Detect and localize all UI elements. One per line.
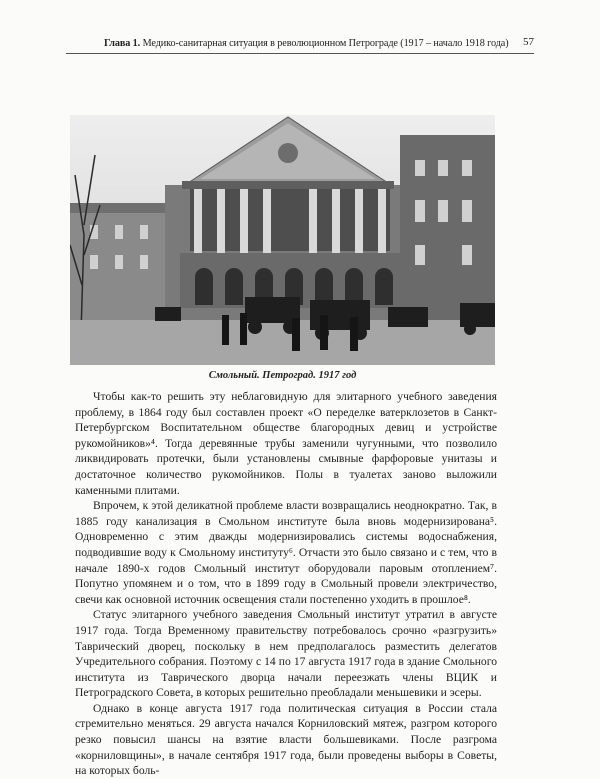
chapter-label: Глава 1.: [104, 38, 141, 49]
page-number: 57: [523, 36, 534, 48]
running-header: [66, 38, 534, 54]
chapter-title: Медико-санитарная ситуация в революционном Петрограде (1917 – начало 1918 года): [142, 38, 509, 49]
smolny-building-photo: [70, 115, 495, 365]
building-illustration: [70, 115, 495, 365]
header-title: [104, 38, 509, 49]
paragraph: Однако в конце августа 1917 года политическая ситуация в России стала стремительно меняться. 29 августа начался Корниловский мятеж, разгром которого резко повысил шансы на взятие власти большевиками. После разгрома «корниловщины», в начале сентября 1917 года, были проведены выборы в Советы, на которых боль-: [75, 701, 497, 778]
article-body: [75, 389, 497, 779]
paragraph: Статус элитарного учебного заведения Смольный институт утратил в августе 1917 года. Тогда Временному правительству потребовалось срочно «разгрузить» Таврический дворец, поскольку в нем предполагалось разместить делегатов Учредительного собрания. Поэтому с 14 по 17 августа 1917 года в здание Смольного института из Таврического дворца начали переезжать члены ВЦИК и Петроградского Совета, в которых решительно преобладали меньшевики и эсеры.: [75, 608, 497, 700]
paragraph: Впрочем, к этой деликатной проблеме власти возвращались неоднократно. Так, в 1885 году канализация в Смольном институте была вновь модернизирована⁵. Одновременно с этим дважды модернизировались системы водоснабжения, подводившие воду к Смольному институту⁶. Отчасти это было связано и с тем, что в начале 1890-х годов Смольный институт оборудовали паровым отоплением⁷. Попутно упомянем и о том, что в 1899 году в Смольный провели электричество, свечи как основной источник освещения стали постепенно уходить в прошлое⁸.: [75, 499, 497, 606]
photo-caption: Смольный. Петроград. 1917 год: [208, 370, 357, 381]
paragraph: Чтобы как-то решить эту неблаговидную для элитарного учебного заведения проблему, в 1864 году был составлен проект «О переделке ватерклозетов в Санкт-Петербургском Воспитательном обществе благородных девиц и устройстве рукомойников»⁴. Тогда деревянные трубы заменили чугунными, что позволило ликвидировать протечки, были установлены смывные фарфоровые унитазы и достаточное количество рукомойников. Полы в туалетах заново выложили каменными плитами.: [75, 390, 497, 497]
